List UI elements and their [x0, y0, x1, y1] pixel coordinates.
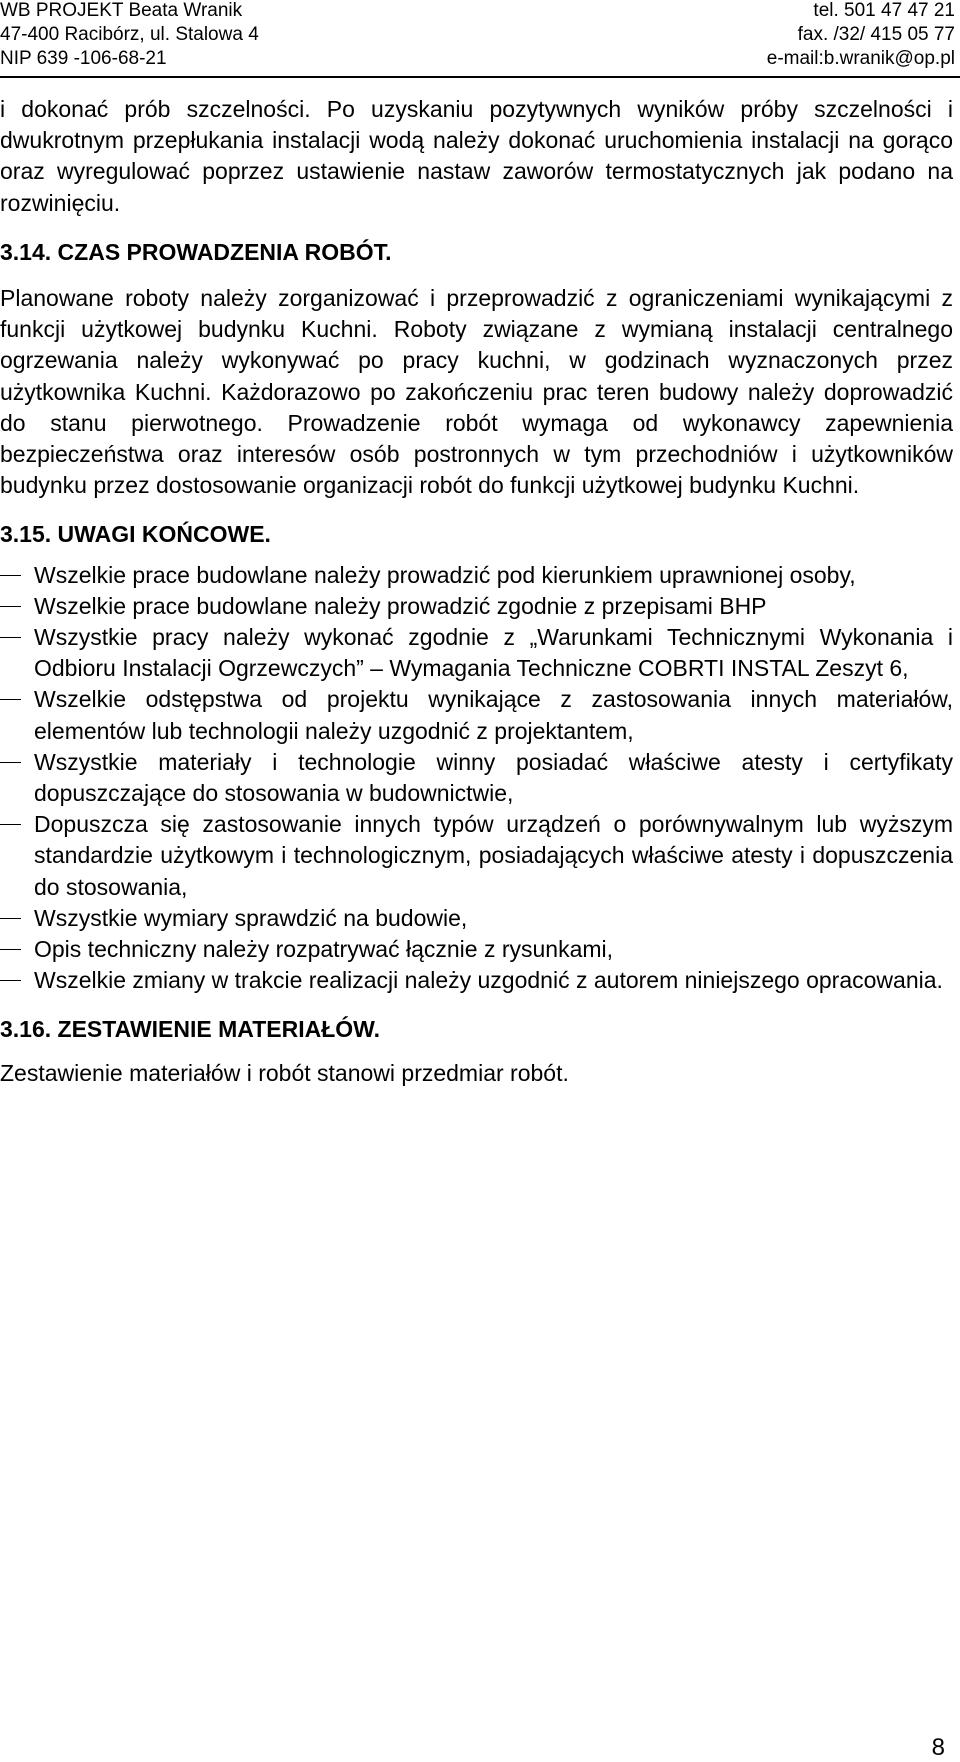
- dash-bullet-icon: [0, 637, 21, 638]
- header-divider: [0, 76, 960, 78]
- list-item: [0, 903, 953, 934]
- section-3-15-heading: 3.15. UWAGI KOŃCOWE.: [0, 521, 271, 548]
- dash-bullet-icon: [0, 575, 21, 576]
- dash-bullet-icon: [0, 918, 21, 919]
- dash-bullet-icon: [0, 824, 21, 825]
- email-address: e-mail:b.wranik@op.pl: [766, 48, 955, 69]
- list-item-text: Wszystkie pracy należy wykonać zgodnie z „Warunkami Technicznymi Wykonania i Odbioru Instalacji Ogrzewczych” – Wymagania Techniczne COBRTI INSTAL Zeszyt 6,: [34, 624, 953, 682]
- section-3-16-paragraph: Zestawienie materiałów i robót stanowi przedmiar robót.: [0, 1059, 569, 1086]
- list-item: [0, 622, 953, 684]
- list-item-text: Wszystkie materiały i technologie winny posiadać właściwe atesty i certyfikaty dopuszczające do stosowania w budownictwie,: [34, 748, 953, 807]
- list-item-text: Wszystkie wymiary sprawdzić na budowie,: [34, 904, 468, 931]
- list-item: [0, 747, 953, 809]
- list-item: [0, 934, 953, 965]
- phone-number: tel. 501 47 47 21: [813, 0, 955, 21]
- dash-bullet-icon: [0, 606, 21, 607]
- list-item: [0, 965, 953, 996]
- dash-bullet-icon: [0, 980, 21, 981]
- list-item: [0, 591, 953, 622]
- list-item-text: Wszelkie odstępstwa od projektu wynikające z zastosowania innych materiałów, elementów lub technologii należy uzgodnić z projektantem,: [34, 686, 953, 744]
- header-row-1: [0, 0, 955, 25]
- list-item-text: Dopuszcza się zastosowanie innych typów urządzeń o porównywalnym lub wyższym standardzie użytkowym i technologicznym, posiadających właściwe atesty i dopuszczenia do stosowania,: [34, 811, 953, 900]
- list-item-text: Opis techniczny należy rozpatrywać łącznie z rysunkami,: [34, 936, 614, 963]
- header-row-2: [0, 24, 955, 49]
- document-body: [0, 94, 953, 1089]
- list-item: [0, 560, 953, 591]
- header-row-3: [0, 48, 955, 73]
- fax-number: fax. /32/ 415 05 77: [797, 24, 955, 45]
- remarks-list: [0, 560, 953, 997]
- section-3-16-heading: 3.16. ZESTAWIENIE MATERIAŁÓW.: [0, 1016, 380, 1043]
- nip-number: NIP 639 -106-68-21: [0, 48, 167, 69]
- list-item-text: Wszelkie zmiany w trakcie realizacji należy uzgodnić z autorem niniejszego opracowania.: [34, 967, 943, 994]
- dash-bullet-icon: [0, 949, 21, 950]
- intro-paragraph: i dokonać prób szczelności. Po uzyskaniu pozytywnych wyników próby szczelności i dwukrotnym przepłukania instalacji wodą należy dokonać uruchomienia instalacji na gorąco oraz wyregulować poprzez ustawienie nastaw zaworów termostatycznych jak podano na rozwinięciu.: [0, 96, 953, 216]
- company-name: WB PROJEKT Beata Wranik: [0, 0, 243, 21]
- page-header: [0, 0, 960, 76]
- dash-bullet-icon: [0, 699, 21, 700]
- page-number: 8: [931, 1734, 945, 1761]
- list-item-text: Wszelkie prace budowlane należy prowadzić pod kierunkiem uprawnionej osoby,: [34, 561, 856, 588]
- list-item-text: Wszelkie prace budowlane należy prowadzić zgodnie z przepisami BHP: [34, 592, 767, 619]
- list-item: [0, 684, 953, 746]
- company-address: 47-400 Racibórz, ul. Stalowa 4: [0, 24, 259, 45]
- dash-bullet-icon: [0, 762, 21, 763]
- list-item: [0, 809, 953, 903]
- section-3-14-paragraph: Planowane roboty należy zorganizować i przeprowadzić z ograniczeniami wynikającymi z funkcji użytkowej budynku Kuchni. Roboty związane z wymianą instalacji centralnego ogrzewania należy wykonywać po pracy kuchni, w godzinach wyznaczonych przez użytkownika Kuchni. Każdorazowo po zakończeniu prac teren budowy należy doprowadzić do stanu pierwotnego. Prowadzenie robót wymaga od wykonawcy zapewnienia bezpieczeństwa oraz interesów osób postronnych w tym przechodniów i użytkowników budynku przez dostosowanie organizacji robót do funkcji użytkowej budynku Kuchni.: [0, 285, 953, 499]
- section-3-14-heading: 3.14. CZAS PROWADZENIA ROBÓT.: [0, 238, 392, 265]
